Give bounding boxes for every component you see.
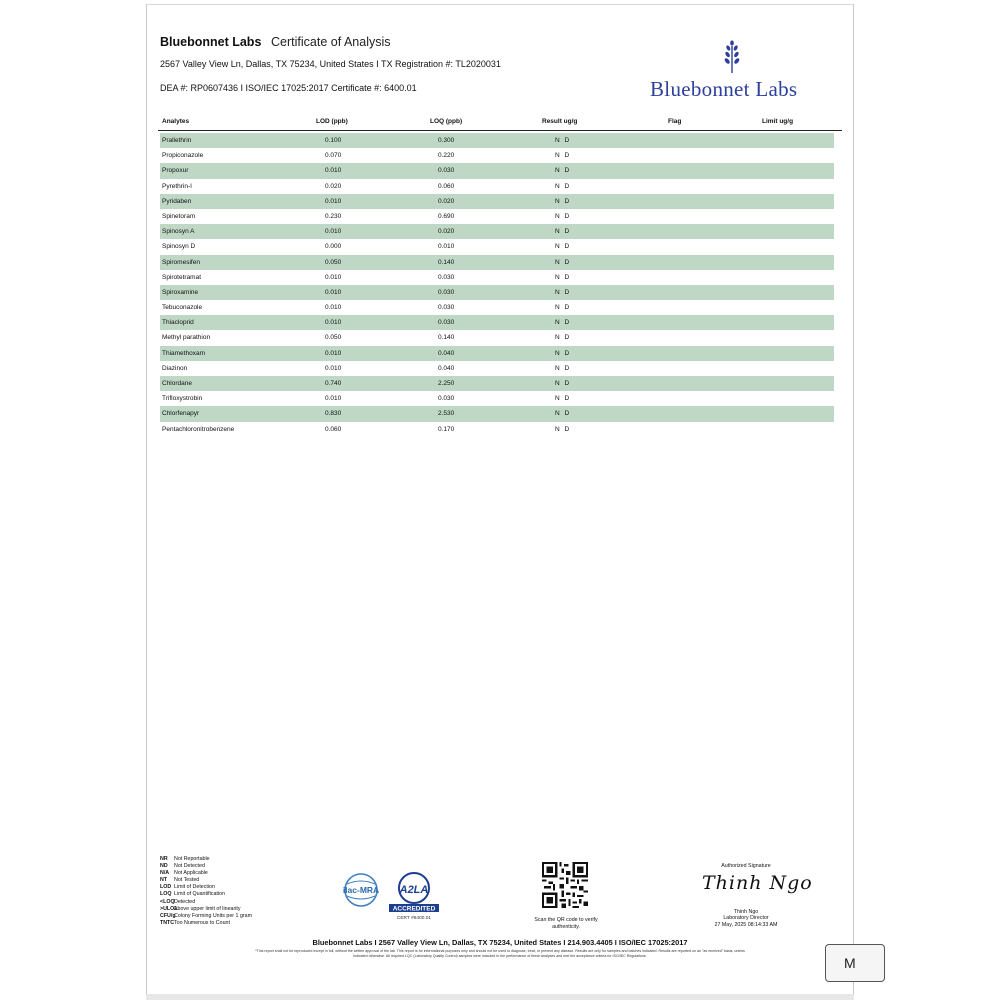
loq-value: 0.030 — [438, 304, 455, 312]
result-value: N D — [555, 380, 571, 387]
lod-value: 0.050 — [325, 334, 342, 342]
analyte-name: Propiconazole — [162, 152, 204, 160]
lod-value: 0.010 — [325, 288, 342, 296]
analyte-name: Propoxur — [162, 167, 189, 175]
lod-value: 0.740 — [325, 380, 342, 387]
analyte-name: Spinosyn A — [162, 228, 195, 236]
lod-value: 0.000 — [325, 243, 342, 251]
legend-item: NT Not Tested — [160, 877, 200, 884]
table-row — [160, 224, 834, 239]
dea-line: DEA #: RP0607436 I ISO/IEC 17025:2017 Certificate #: 6400.01 — [160, 83, 417, 93]
table-row — [160, 361, 834, 376]
analyte-name: Pyrethrin-I — [162, 182, 192, 190]
lod-value: 0.020 — [325, 182, 342, 190]
legend-item: <LOQDetected — [160, 898, 196, 905]
loq-value: 0.040 — [438, 364, 455, 372]
abbreviation-legend — [160, 856, 252, 927]
lod-value: 0.230 — [325, 212, 342, 220]
lod-value: 0.830 — [325, 410, 342, 418]
document-type: Certificate of Analysis — [271, 35, 391, 49]
analyte-name: Spiromesifen — [162, 258, 200, 266]
legend-item: NR Not Reportable — [160, 856, 210, 862]
result-value: N D — [555, 258, 571, 266]
result-value: N D — [555, 152, 571, 160]
table-row — [160, 163, 834, 178]
table-row — [160, 209, 834, 224]
signatory-name: Thinh Ngo — [733, 909, 759, 915]
page-bottom-edge — [146, 994, 854, 1000]
col-lod: LOD (ppb) — [316, 118, 348, 125]
loq-value: 0.030 — [438, 395, 455, 403]
table-row — [160, 255, 834, 270]
lod-value: 0.050 — [325, 258, 342, 266]
legend-item: TNTCToo Numerous to Count — [160, 919, 230, 926]
address-line: 2567 Valley View Ln, Dallas, TX 75234, United States I TX Registration #: TL2020031 — [160, 59, 501, 69]
result-value: N D — [555, 273, 571, 281]
legend-item: ND Not Detected — [160, 863, 205, 870]
footer-disclaimer: *This report shall not be reproduced except in full, without the written approval of the lab. This report is for informational purposes only and should not be used to diagnose, treat, or prevent any disease. Results are only for samples and batches indicated. Results are reported on an "as received" basis, unless indicated otherwise. All required LQC (Laboratory Quality Control) samples were included in the performance of these analyses and met the acceptance criteria for ISO/IEC Regulations. — [255, 949, 745, 958]
table-row — [160, 300, 834, 315]
company-logo — [648, 38, 818, 104]
table-row — [160, 179, 834, 194]
lod-value: 0.010 — [325, 364, 342, 372]
loq-value: 0.170 — [438, 425, 455, 433]
loq-value: 0.220 — [438, 152, 455, 160]
loq-value: 0.030 — [438, 319, 455, 327]
result-value: N D — [555, 243, 571, 251]
analyte-name: Thiacloprid — [162, 319, 194, 327]
qr-code[interactable] — [542, 862, 588, 908]
loq-value: 0.060 — [438, 182, 455, 190]
table-row — [160, 315, 834, 330]
lod-value: 0.070 — [325, 152, 342, 160]
result-value: N D — [555, 228, 571, 236]
table-row — [160, 406, 834, 421]
analytes-table-header — [158, 116, 842, 131]
loq-value: 0.040 — [438, 349, 455, 357]
table-row — [160, 194, 834, 209]
analyte-name: Prallethrin — [162, 137, 192, 144]
lod-value: 0.100 — [325, 137, 342, 144]
corner-button[interactable]: M — [825, 944, 885, 982]
loq-value: 0.140 — [438, 258, 455, 266]
table-row — [160, 376, 834, 391]
loq-value: 0.020 — [438, 197, 455, 205]
loq-value: 2.530 — [438, 410, 455, 418]
result-value: N D — [555, 304, 571, 312]
loq-value: 2.250 — [438, 380, 455, 387]
lod-value: 0.060 — [325, 425, 342, 433]
analyte-name: Spirotetramat — [162, 273, 202, 281]
analyte-name: Trifloxystrobin — [162, 395, 203, 403]
result-value: N D — [555, 137, 571, 144]
analyte-name: Methyl parathion — [162, 334, 211, 342]
table-row — [160, 330, 834, 345]
analyte-name: Chlorfenapyr — [162, 410, 200, 418]
loq-value: 0.020 — [438, 228, 455, 236]
table-row — [160, 270, 834, 285]
handwritten-signature: Thinh Ngo — [702, 872, 813, 894]
loq-value: 0.030 — [438, 273, 455, 281]
analyte-name: Spinosyn D — [162, 243, 196, 251]
lod-value: 0.010 — [325, 319, 342, 327]
analyte-name: Spiroxamine — [162, 288, 199, 296]
result-value: N D — [555, 212, 571, 220]
table-row — [160, 391, 834, 406]
result-value: N D — [555, 425, 571, 433]
col-loq: LOQ (ppb) — [430, 118, 463, 125]
analyte-name: Spinetoram — [162, 212, 196, 220]
analyte-name: Pentachloronitrobenzene — [162, 425, 235, 433]
ilac-text: ilac-MRA — [342, 885, 380, 895]
col-flag: Flag — [668, 118, 682, 125]
lod-value: 0.010 — [325, 228, 342, 236]
accredited-label: ACCREDITED — [392, 905, 436, 913]
analyte-name: Pyridaben — [162, 197, 192, 205]
legend-item: LOQ Limit of Quantification — [160, 891, 225, 898]
analytes-table-body — [160, 133, 834, 437]
footer-contact-line: Bluebonnet Labs I 2567 Valley View Ln, Dallas, TX 75234, United States I 214.903.4405 I ISO/IEC 17025:2017 — [312, 938, 688, 947]
analyte-name: Chlordane — [162, 380, 192, 387]
lod-value: 0.010 — [325, 395, 342, 403]
loq-value: 0.030 — [438, 288, 455, 296]
result-value: N D — [555, 334, 571, 342]
lod-value: 0.010 — [325, 197, 342, 205]
result-value: N D — [555, 364, 571, 372]
result-value: N D — [555, 395, 571, 403]
lod-value: 0.010 — [325, 304, 342, 312]
legend-item: >ULOLAbove upper limit of linearity — [160, 905, 241, 912]
result-value: N D — [555, 288, 571, 296]
analyte-name: Tebuconazole — [162, 304, 203, 312]
analyte-name: Diazinon — [162, 364, 188, 372]
a2la-text: A2LA — [399, 884, 429, 896]
table-row — [160, 239, 834, 254]
col-limit: Limit ug/g — [762, 118, 794, 125]
loq-value: 0.140 — [438, 334, 455, 342]
result-value: N D — [555, 167, 571, 175]
table-row — [160, 422, 834, 437]
table-row — [160, 285, 834, 300]
table-row — [160, 148, 834, 163]
logo-wordmark: Bluebonnet Labs — [650, 77, 798, 101]
result-value: N D — [555, 349, 571, 357]
loq-value: 0.030 — [438, 167, 455, 175]
cert-label: CERT #6400.01 — [396, 916, 432, 921]
analyte-name: Thiamethoxam — [162, 349, 205, 357]
col-result: Result ug/g — [542, 118, 578, 125]
signature-label: Authorized Signature — [721, 863, 771, 869]
lod-value: 0.010 — [325, 349, 342, 357]
result-value: N D — [555, 319, 571, 327]
signatory-title: Laboratory Director — [723, 915, 769, 922]
result-value: N D — [555, 182, 571, 190]
bluebonnet-flower-icon — [722, 40, 742, 74]
loq-value: 0.010 — [438, 243, 455, 251]
loq-value: 0.300 — [438, 137, 455, 144]
result-value: N D — [555, 410, 571, 418]
lod-value: 0.010 — [325, 167, 342, 175]
signatory-block — [696, 909, 796, 928]
table-row — [160, 346, 834, 361]
company-name: Bluebonnet Labs — [160, 35, 262, 49]
legend-item: LOD Limit of Detection — [160, 884, 215, 891]
table-row — [160, 133, 834, 148]
lod-value: 0.010 — [325, 273, 342, 281]
legend-item: CFU/gColony Forming Units per 1 gram — [160, 912, 253, 919]
col-analytes: Analytes — [162, 118, 190, 125]
result-value: N D — [555, 197, 571, 205]
a2la-accredited-logo — [387, 870, 441, 922]
legend-item: N/A Not Applicable — [160, 870, 208, 877]
qr-caption: Scan the QR code to verify authenticity. — [534, 917, 598, 930]
loq-value: 0.690 — [438, 212, 455, 220]
signature-date: 27 May, 2025 08:14:33 AM — [714, 921, 778, 928]
ilac-mra-logo — [336, 872, 386, 912]
